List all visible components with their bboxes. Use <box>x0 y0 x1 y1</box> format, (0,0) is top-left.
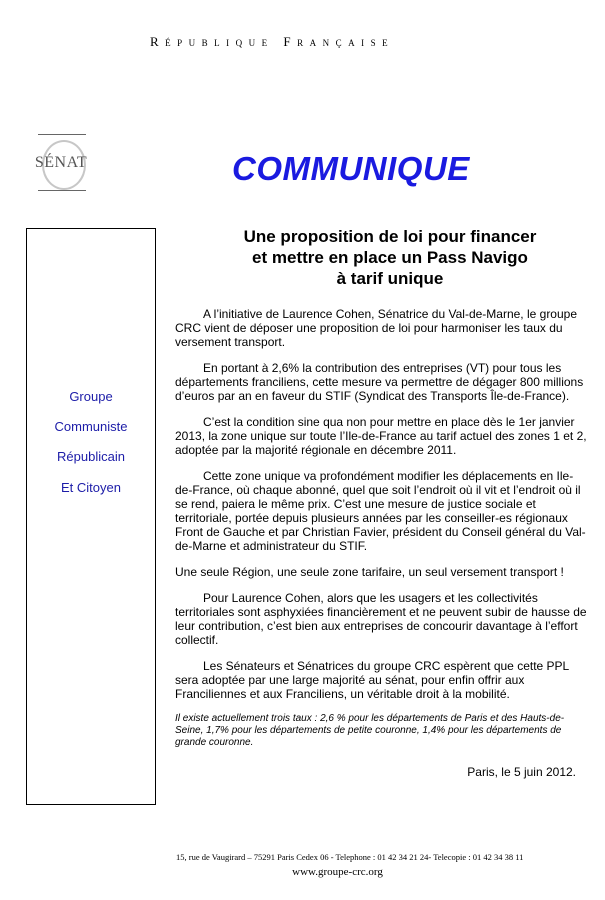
senat-logo <box>28 132 94 194</box>
body-slogan: Une seule Région, une seule zone tarifaire, un seul versement transport ! <box>175 565 564 579</box>
footer-address: 15, rue de Vaugirard – 75291 Paris Cedex 06 - Telephone : 01 42 34 21 24- Telecopie : 01 42 34 38 11 <box>176 852 524 862</box>
body-paragraph: Cette zone unique va profondément modifier les déplacements en Ile-de-France, où chaque abonné, quel que soit l’endroit où il vit et l’endroit où il se rend, paiera le même prix. C’est une mesure de justice sociale et territoriale, portée depuis plusieurs années par les conseiller-es régionaux Front de Gauche et par Christian Favier, président du Conseil général du Val-de-Marne et administrateur du STIF. <box>175 469 586 553</box>
headline-line-3: à tarif unique <box>336 269 444 288</box>
sidebar-item-republicain: Républicain <box>57 449 125 464</box>
body-paragraph: En portant à 2,6% la contribution des entreprises (VT) pour tous les départements franciliens, cette mesure va permettre de dégager 800 millions d’euros par an en faveur du STIF (Syndicat des Transports Île-de-France). <box>175 361 584 403</box>
press-release-body <box>175 307 590 791</box>
sidebar-item-communiste: Communiste <box>54 419 128 434</box>
logo-text: SÉNAT <box>34 154 88 171</box>
headline <box>190 226 590 289</box>
date-line: Paris, le 5 juin 2012. <box>467 765 576 779</box>
footnote: Il existe actuellement trois taux : 2,6 % pour les départements de Paris et des Hauts-de-Seine, 1,7% pour les départements de petite couronne, 1,4% pour les départements de grande couronne. <box>175 713 565 748</box>
logo-bottom-rule <box>38 190 86 191</box>
sidebar-box <box>26 228 156 805</box>
page-title: COMMUNIQUE <box>232 150 470 187</box>
body-paragraph: C’est la condition sine qua non pour mettre en place dès le 1er janvier 2013, la zone unique sur toute l’Ile-de-France au tarif actuel des zones 1 et 2, adoptée par la majorité régionale en décembre 2011. <box>175 415 587 457</box>
body-paragraph: Les Sénateurs et Sénatrices du groupe CRC espèrent que cette PPL sera adoptée par une large majorité au sénat, pour enfin offrir aux Franciliennes et aux Franciliens, un véritable droit à la mobilité. <box>175 659 569 701</box>
sidebar-item-groupe: Groupe <box>69 389 113 404</box>
republic-header: République Française <box>150 34 395 49</box>
logo-top-rule <box>38 134 86 135</box>
headline-line-2: et mettre en place un Pass Navigo <box>252 248 528 267</box>
body-paragraph: Pour Laurence Cohen, alors que les usagers et les collectivités territoriales sont asphyxiées financièrement et ne peuvent subir de hausse de leur contribution, c’est bien aux entreprises de concourir davantage à l’effort collectif. <box>175 591 587 647</box>
headline-line-1: Une proposition de loi pour financer <box>243 227 537 246</box>
body-paragraph: A l’initiative de Laurence Cohen, Sénatrice du Val-de-Marne, le groupe CRC vient de déposer une proposition de loi pour harmoniser les taux du versement transport. <box>175 307 578 349</box>
sidebar-item-citoyen: Et Citoyen <box>61 480 121 495</box>
footer-website: www.groupe-crc.org <box>292 866 383 878</box>
